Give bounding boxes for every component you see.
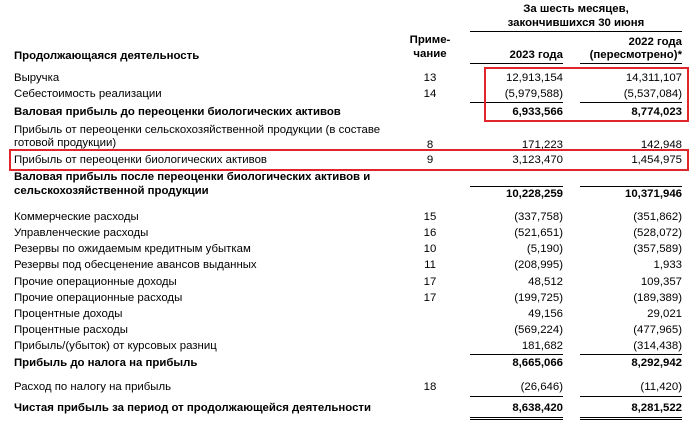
row-value-2022: (5,537,084) <box>623 88 682 100</box>
period-header-line2: закончившихся 30 июня <box>507 17 645 29</box>
row-value-2022: (11,420) <box>640 381 682 393</box>
row-value-2022: 1,933 <box>653 259 682 271</box>
row-note: 16 <box>423 227 437 239</box>
row-value-2023: 181,682 <box>521 340 563 352</box>
row-value-2022: (314,438) <box>633 340 682 352</box>
row-value-2023: 8,665,066 <box>512 357 563 369</box>
row-label: Выручка <box>14 72 60 84</box>
row-value-2023: 8,638,420 <box>512 402 563 414</box>
row-value-2023: 12,913,154 <box>505 72 563 84</box>
row-label: Прибыль до налога на прибыль <box>14 357 198 369</box>
row-note: 18 <box>423 381 437 393</box>
row-label-line1: Валовая прибыль после переоценки биологических активов и <box>14 171 371 183</box>
subtotal-line-2022 <box>580 186 682 187</box>
row-label: Резервы по ожидаемым кредитным убыткам <box>14 243 251 255</box>
row-value-2022: (528,072) <box>633 227 682 239</box>
row-value-2023: (5,190) <box>526 243 563 255</box>
row-value-2022: 8,292,942 <box>631 357 682 369</box>
row-label-line1: Прибыль от переоценки сельскохозяйственной продукции (в составе <box>14 124 381 136</box>
row-label: Расход по налогу на прибыль <box>14 381 172 393</box>
subtotal-line-2023 <box>470 354 563 355</box>
row-label: Прибыль от переоценки биологических активов <box>14 154 267 166</box>
col-2023-header: 2023 года <box>509 49 563 61</box>
row-note: 10 <box>423 243 437 255</box>
row-value-2023: (337,758) <box>514 211 563 223</box>
total-double-line-2023 <box>470 419 563 420</box>
row-label: Процентные расходы <box>14 324 128 336</box>
subtotal-line-2022 <box>580 396 682 397</box>
row-value-2023: (521,651) <box>514 227 563 239</box>
row-value-2022: (477,965) <box>633 324 682 336</box>
col-2022-header-line1: 2022 года <box>628 36 682 48</box>
row-label: Прочие операционные доходы <box>14 276 177 288</box>
row-value-2022: 1,454,975 <box>631 154 682 166</box>
row-note: 9 <box>426 154 434 166</box>
row-label: Коммерческие расходы <box>14 211 139 223</box>
note-header-line2: чание <box>413 48 447 60</box>
subtotal-line-2023 <box>470 396 563 397</box>
row-value-2022: 8,774,023 <box>631 106 682 118</box>
row-value-2023: 10,228,259 <box>505 188 563 200</box>
row-label: Себестоимость реализации <box>14 88 162 100</box>
section-title: Продолжающаяся деятельность <box>14 50 200 62</box>
row-value-2022: 109,357 <box>640 276 682 288</box>
row-note: 13 <box>423 72 437 84</box>
row-label: Прибыль/(убыток) от курсовых разниц <box>14 340 217 352</box>
row-label: Процентные доходы <box>14 308 123 320</box>
row-label: Прочие операционные расходы <box>14 292 183 304</box>
row-note: 8 <box>426 139 434 151</box>
row-value-2022: 142,948 <box>640 139 682 151</box>
row-value-2022: 29,021 <box>647 308 682 320</box>
period-header-line1: За шесть месяцев, <box>523 3 629 15</box>
col-2022-header-line2: (пересмотрено)* <box>589 49 682 61</box>
row-note: 17 <box>423 292 437 304</box>
row-value-2022: 14,311,107 <box>625 72 682 84</box>
row-label-line2: сельскохозяйственной продукции <box>14 185 209 197</box>
row-label: Резервы под обесценение авансов выданных <box>14 259 257 271</box>
row-value-2023: (569,224) <box>514 324 563 336</box>
row-value-2023: (5,979,588) <box>504 88 563 100</box>
row-value-2022: (351,862) <box>633 211 682 223</box>
row-value-2022: 8,281,522 <box>631 402 682 414</box>
row-value-2023: (26,646) <box>520 381 563 393</box>
row-value-2023: 171,223 <box>521 139 563 151</box>
note-header-line1: Приме- <box>409 34 451 46</box>
row-value-2022: 10,371,946 <box>624 188 682 200</box>
row-note: 14 <box>423 88 437 100</box>
row-note: 17 <box>423 276 437 288</box>
row-label-line2: готовой продукции) <box>14 137 117 149</box>
total-double-line-2022 <box>580 419 682 420</box>
row-value-2023: (199,725) <box>514 292 563 304</box>
highlight-box-biological-assets <box>9 149 689 171</box>
row-label: Чистая прибыль за период от продолжающейся деятельности <box>14 402 372 414</box>
row-value-2023: 49,156 <box>528 308 563 320</box>
row-label: Управленческие расходы <box>14 227 149 239</box>
row-label: Валовая прибыль до переоценки биологических активов <box>14 106 341 118</box>
row-value-2023: 48,512 <box>528 276 563 288</box>
subtotal-line-2022 <box>580 354 682 355</box>
header-divider <box>470 31 682 32</box>
subtotal-line-2023 <box>470 186 563 187</box>
total-double-line-2022 <box>580 417 682 418</box>
row-value-2023: (208,995) <box>514 259 563 271</box>
row-note: 15 <box>423 211 437 223</box>
highlight-box-revenue-gross <box>484 67 689 122</box>
col-2022-underline <box>580 63 682 64</box>
row-value-2023: 6,933,566 <box>512 106 563 118</box>
row-value-2022: (357,589) <box>633 243 682 255</box>
col-2023-underline <box>470 63 563 64</box>
total-double-line-2023 <box>470 417 563 418</box>
row-value-2023: 3,123,470 <box>512 154 563 166</box>
row-value-2022: (189,389) <box>633 292 682 304</box>
row-note: 11 <box>424 259 436 271</box>
